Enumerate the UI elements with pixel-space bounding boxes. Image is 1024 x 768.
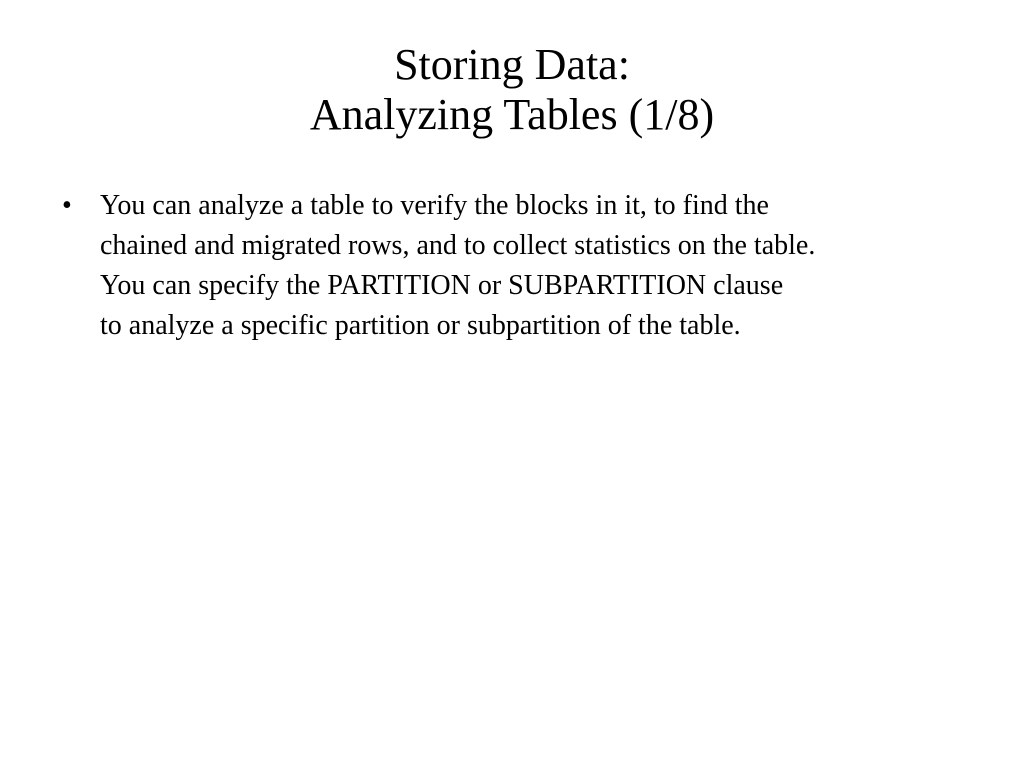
bullet-icon: • <box>62 190 72 221</box>
bullet-line-1: You can analyze a table to verify the blocks in it, to find the <box>100 190 769 221</box>
bullet-line-4: to analyze a specific partition or subpartition of the table. <box>100 310 741 341</box>
bullet-line-3: You can specify the PARTITION or SUBPARTITION clause <box>100 270 784 301</box>
bullet-line-2: chained and migrated rows, and to collect statistics on the table. <box>100 230 816 261</box>
title-line-1: Storing Data: <box>394 40 630 89</box>
title-line-2: Analyzing Tables (1/8) <box>309 90 715 139</box>
slide-title <box>0 40 1024 140</box>
bullet-item <box>62 186 992 346</box>
slide-body <box>62 186 992 346</box>
